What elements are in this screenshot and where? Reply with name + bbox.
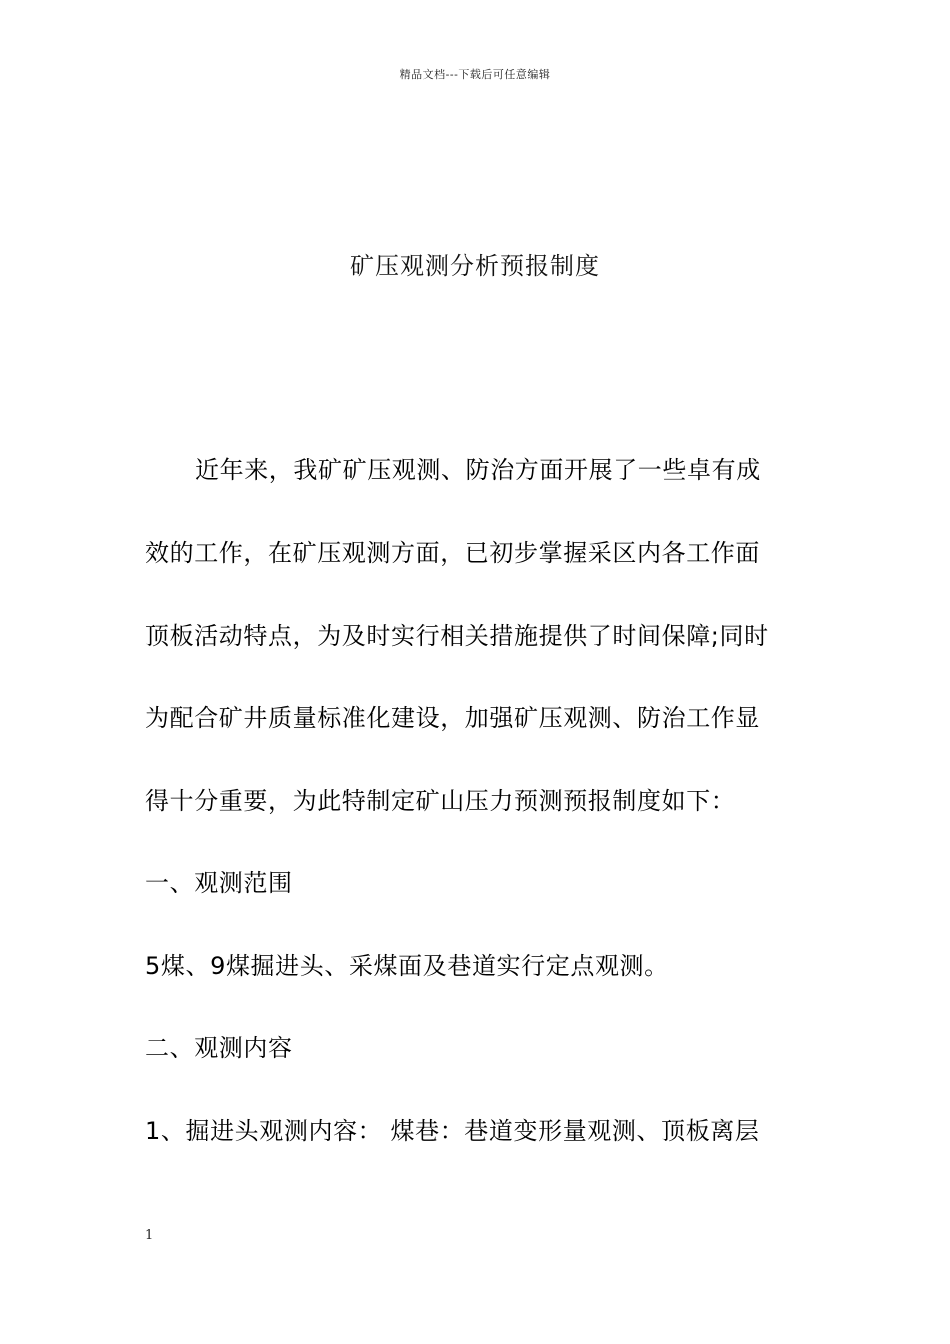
document-title: 矿压观测分析预报制度 <box>350 252 600 280</box>
section-heading: 二、观测内容 <box>145 1034 293 1062</box>
paragraph-line: 1、掘进头观测内容： 煤巷：巷道变形量观测、顶板离层 <box>145 1117 760 1145</box>
page-header: 精品文档---下载后可任意编辑 <box>399 68 551 81</box>
paragraph-line: 效的工作，在矿压观测方面，已初步掌握采区内各工作面 <box>145 539 760 567</box>
paragraph-line: 得十分重要，为此特制定矿山压力预测预报制度如下： <box>145 787 736 815</box>
section-heading: 一、观测范围 <box>145 869 293 897</box>
paragraph-line: 5煤、9煤掘进头、采煤面及巷道实行定点观测。 <box>145 952 669 980</box>
paragraph-line: 为配合矿井质量标准化建设，加强矿压观测、防治工作显 <box>145 704 760 732</box>
paragraph-line: 顶板活动特点，为及时实行相关措施提供了时间保障;同时 <box>145 622 769 650</box>
paragraph-line: 近年来，我矿矿压观测、防治方面开展了一些卓有成 <box>195 456 761 484</box>
page-number: 1 <box>145 1228 154 1243</box>
